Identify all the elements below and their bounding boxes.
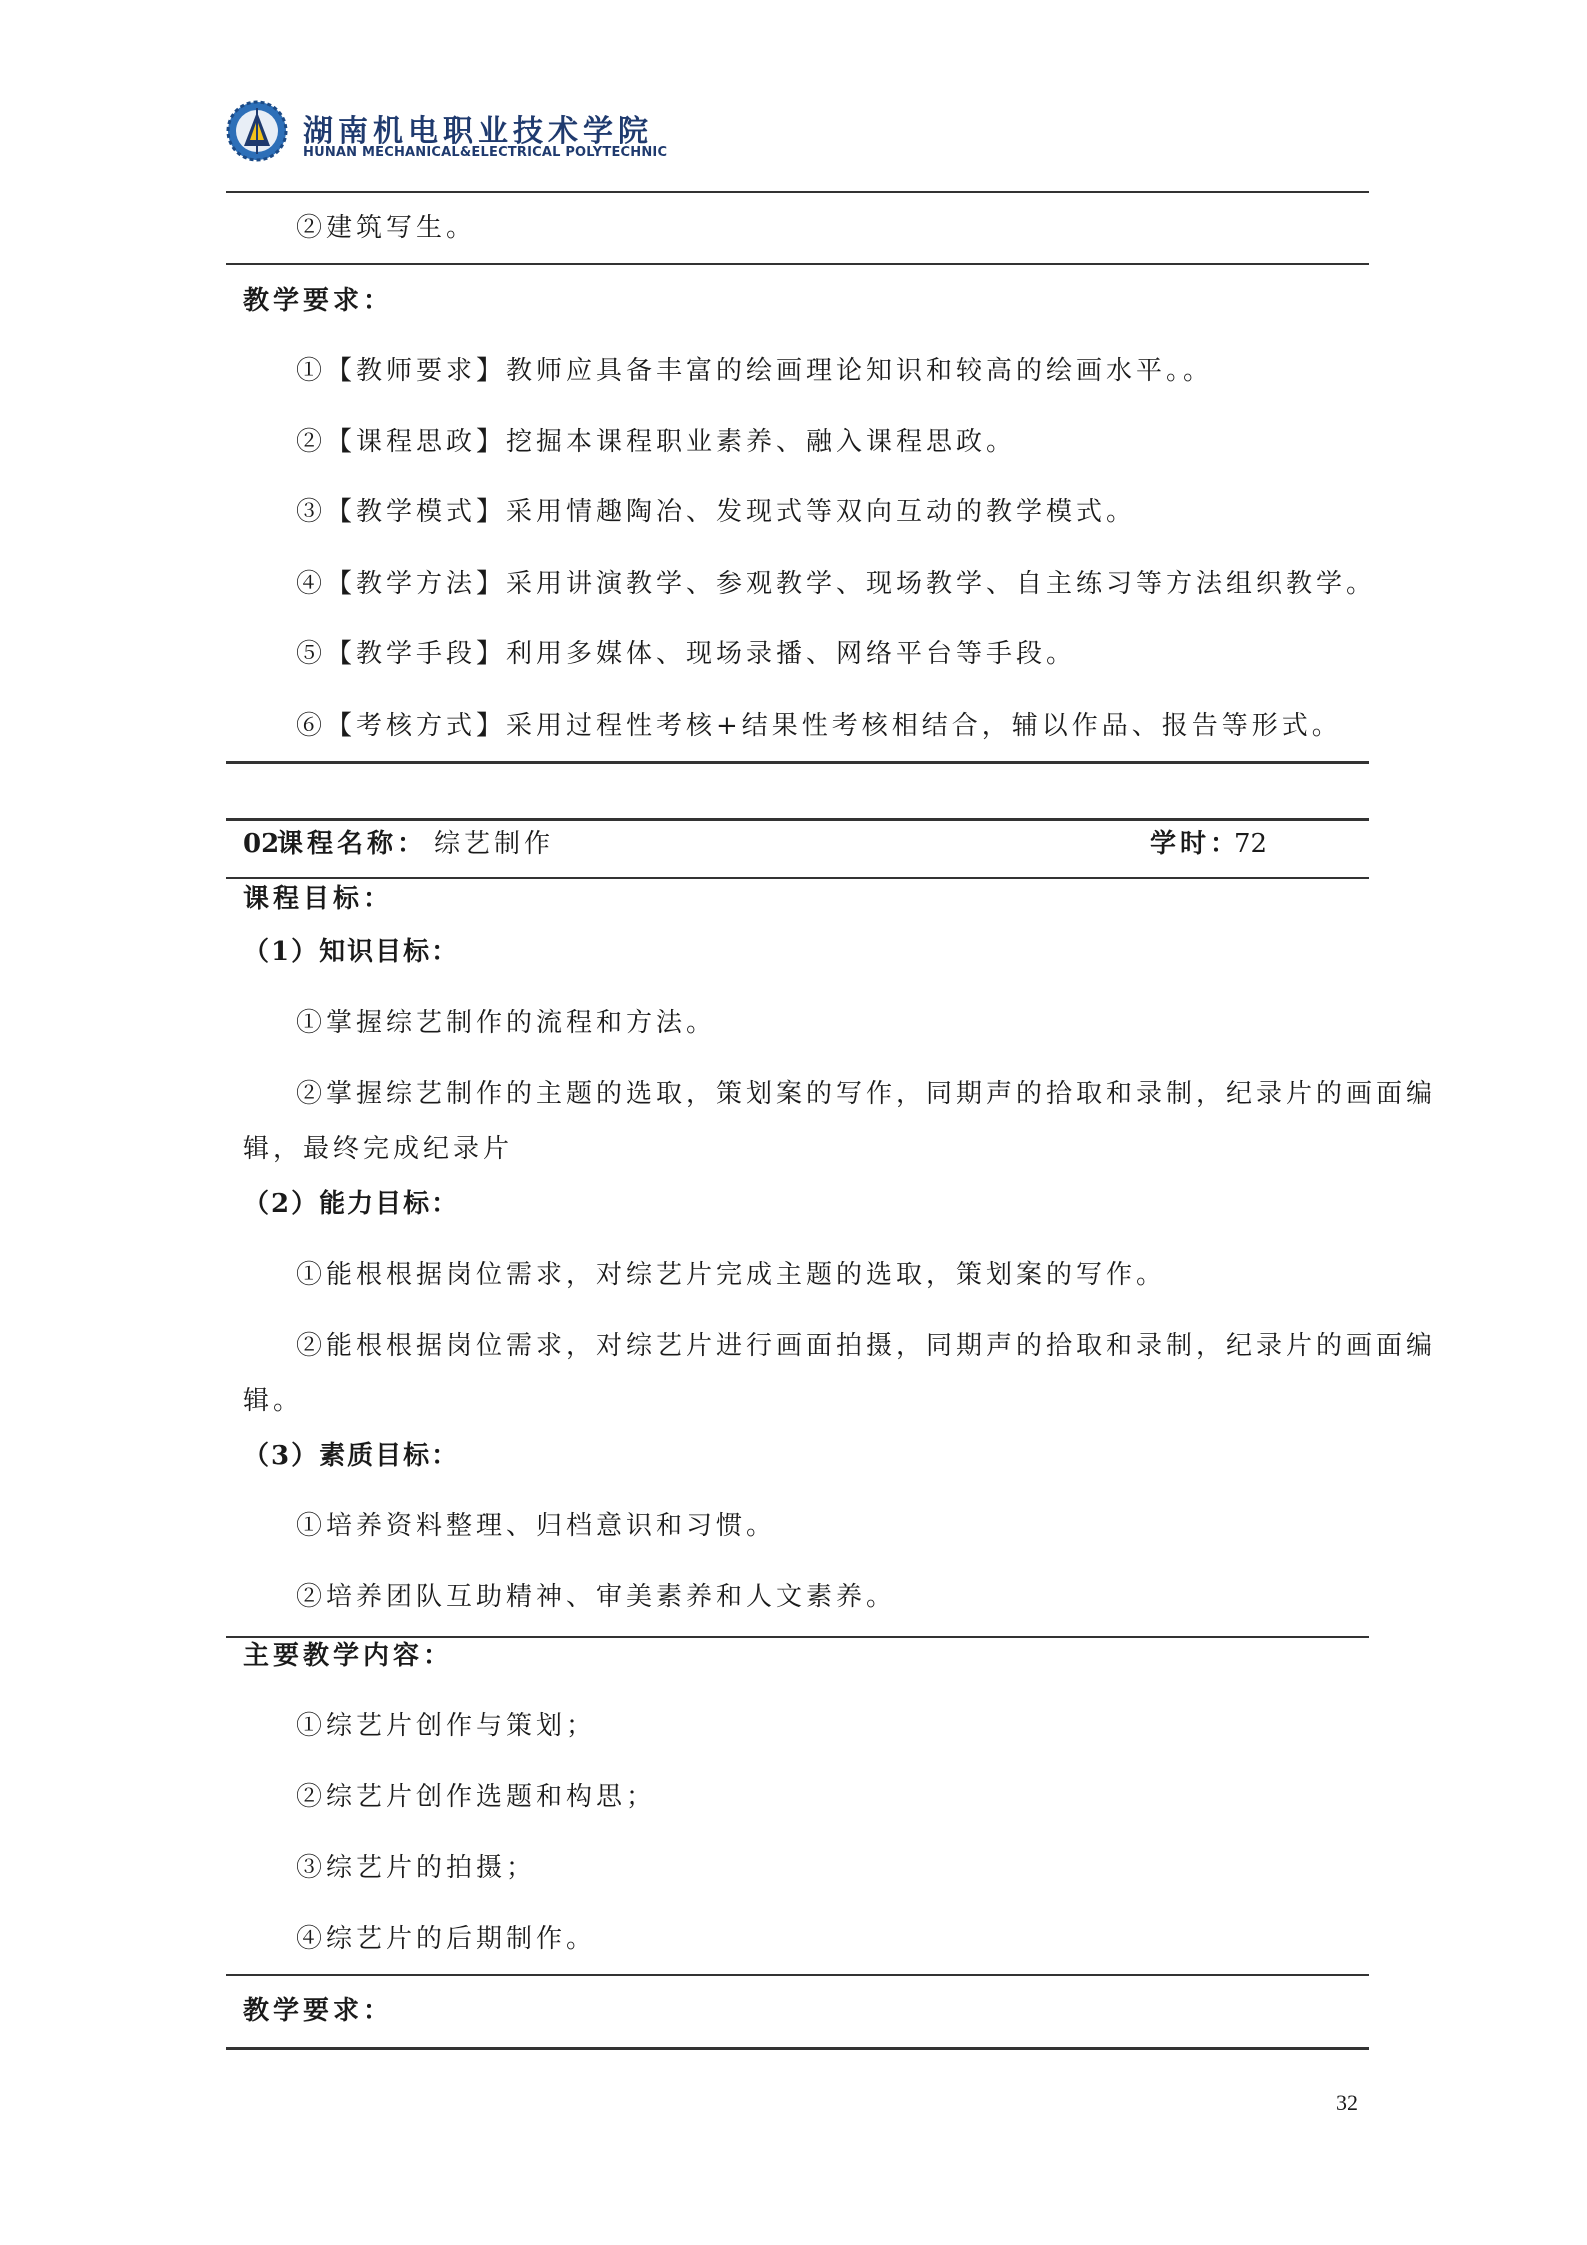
- table-bottom-rule: [226, 2047, 1369, 2050]
- table-rule: [226, 1974, 1369, 1976]
- course-code: 02: [243, 829, 280, 859]
- goal-item-cont: 辑，最终完成纪录片: [243, 1134, 514, 1164]
- section-heading: 教学要求：: [243, 1996, 394, 2026]
- section-heading: 课程目标：: [243, 884, 394, 914]
- content-item: ①综艺片创作与策划；: [296, 1711, 597, 1741]
- page-number: 32: [1336, 2090, 1358, 2115]
- goal-item: ①能根根据岗位需求，对综艺片完成主题的选取，策划案的写作。: [296, 1260, 1167, 1290]
- content-item: ④综艺片的后期制作。: [296, 1924, 597, 1954]
- goal-item: ②培养团队互助精神、审美素养和人文素养。: [296, 1582, 897, 1612]
- course-name-label: 课程名称：: [277, 829, 428, 859]
- goal-item: ②掌握综艺制作的主题的选取，策划案的写作，同期声的拾取和录制，纪录片的画面编: [296, 1079, 1437, 1109]
- requirement-item: ⑤【教学手段】利用多媒体、现场录播、网络平台等手段。: [296, 639, 1077, 669]
- subsection-heading: （1）知识目标：: [243, 937, 460, 967]
- school-name-cn: 湖南机电职业技术学院: [303, 114, 653, 149]
- course-hours: 72: [1234, 829, 1268, 859]
- content-item: ③综艺片的拍摄；: [296, 1853, 537, 1883]
- table-rule: [226, 263, 1369, 265]
- school-name-en: HUNAN MECHANICAL&ELECTRICAL POLYTECHNIC: [303, 145, 668, 160]
- subsection-heading: （3）素质目标：: [243, 1441, 460, 1471]
- requirement-item: ③【教学模式】采用情趣陶冶、发现式等双向互动的教学模式。: [296, 497, 1137, 527]
- school-logo-icon: [226, 100, 288, 162]
- requirement-item: ④【教学方法】采用讲演教学、参观教学、现场教学、自主练习等方法组织教学。: [296, 569, 1377, 599]
- goal-item: ①掌握综艺制作的流程和方法。: [296, 1008, 717, 1038]
- content-item: ②综艺片创作选题和构思；: [296, 1782, 657, 1812]
- goal-item-cont: 辑。: [243, 1386, 304, 1416]
- table-bottom-rule: [226, 761, 1369, 764]
- table-rule: [226, 877, 1369, 879]
- requirement-item: ②【课程思政】挖掘本课程职业素养、融入课程思政。: [296, 427, 1017, 457]
- section-heading: 教学要求：: [243, 286, 394, 316]
- goal-item: ①培养资料整理、归档意识和习惯。: [296, 1511, 777, 1541]
- header-rule: [226, 191, 1369, 193]
- section-heading: 主要教学内容：: [243, 1641, 454, 1671]
- subsection-heading: （2）能力目标：: [243, 1189, 460, 1219]
- requirement-item: ⑥【考核方式】采用过程性考核+结果性考核相结合，辅以作品、报告等形式。: [296, 711, 1342, 741]
- content-item: ②建筑写生。: [296, 213, 477, 243]
- table-top-rule: [226, 818, 1369, 821]
- course-name: 综艺制作: [434, 829, 555, 859]
- goal-item: ②能根根据岗位需求，对综艺片进行画面拍摄，同期声的拾取和录制，纪录片的画面编: [296, 1331, 1437, 1361]
- requirement-item: ①【教师要求】教师应具备丰富的绘画理论知识和较高的绘画水平。。: [296, 356, 1214, 386]
- course-hours-label: 学时：: [1150, 829, 1241, 859]
- table-rule: [226, 1636, 1369, 1638]
